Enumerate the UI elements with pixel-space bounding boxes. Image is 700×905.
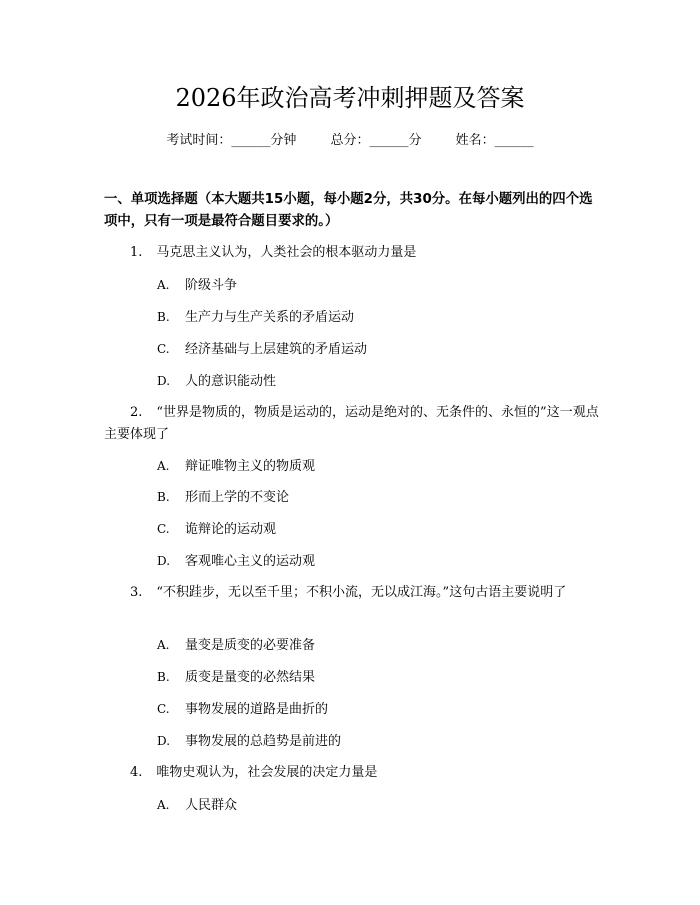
option-letter: B. [157, 490, 170, 504]
question-number: 1. [130, 245, 143, 260]
option-letter: D. [157, 374, 171, 388]
option-letter: A. [157, 278, 170, 292]
option-text: 质变是量变的必然结果 [185, 670, 316, 685]
question-3-option-c [157, 698, 328, 721]
option-text: 人的意识能动性 [185, 374, 277, 389]
option-letter: D. [157, 734, 171, 748]
option-letter: A. [157, 638, 170, 652]
option-text: 人民群众 [185, 798, 238, 813]
option-text: 事物发展的道路是曲折的 [185, 702, 329, 717]
question-number: 4. [130, 765, 143, 780]
option-text: 经济基础与上层建筑的矛盾运动 [185, 342, 368, 357]
option-text: 事物发展的总趋势是前进的 [185, 734, 342, 749]
option-text: 客观唯心主义的运动观 [185, 554, 316, 569]
question-4 [104, 762, 600, 784]
question-2-option-b [157, 486, 289, 509]
question-2-option-d [157, 550, 315, 573]
question-2 [104, 402, 600, 446]
option-text: 量变是质变的必要准备 [185, 638, 316, 653]
exam-score-field: 总分：______分 [330, 133, 422, 148]
question-3-option-d [157, 730, 341, 753]
question-2-option-a [157, 455, 315, 478]
option-letter: C. [157, 702, 170, 716]
question-4-option-a [157, 794, 237, 817]
question-1-option-c [157, 338, 367, 361]
option-letter: D. [157, 554, 171, 568]
question-stem: “世界是物质的，物质是运动的，运动是绝对的、无条件的、永恒的”这一观点主要体现了 [104, 405, 599, 442]
option-letter: C. [157, 342, 170, 356]
option-letter: B. [157, 310, 170, 324]
question-3-option-a [157, 634, 315, 657]
question-2-option-c [157, 518, 276, 541]
question-number: 2. [130, 405, 143, 420]
question-1 [104, 242, 600, 264]
question-stem: “不积跬步，无以至千里；不积小流，无以成江海。”这句古语主要说明了 [156, 585, 567, 600]
option-text: 诡辩论的运动观 [185, 522, 277, 537]
option-text: 阶级斗争 [185, 278, 238, 293]
question-1-option-d [157, 370, 276, 393]
exam-meta [0, 131, 700, 151]
question-stem: 唯物史观认为，社会发展的决定力量是 [156, 765, 378, 780]
question-1-option-b [157, 306, 354, 329]
option-text: 辩证唯物主义的物质观 [185, 459, 316, 474]
question-3 [104, 582, 600, 604]
exam-time-field: 考试时间：______分钟 [166, 133, 297, 148]
option-text: 生产力与生产关系的矛盾运动 [185, 310, 355, 325]
question-3-option-b [157, 666, 315, 689]
option-text: 形而上学的不变论 [185, 490, 290, 505]
student-name-field: 姓名：______ [455, 133, 534, 148]
option-letter: A. [157, 798, 170, 812]
question-1-option-a [157, 274, 237, 297]
question-stem: 马克思主义认为，人类社会的根本驱动力量是 [156, 245, 417, 260]
question-number: 3. [130, 585, 143, 600]
exam-title: 2026年政治高考冲刺押题及答案 [175, 84, 525, 112]
option-letter: C. [157, 522, 170, 536]
section-heading: 一、单项选择题（本大题共15小题，每小题2分，共30分。在每小题列出的四个选项中，只有一项是最符合题目要求的。） [104, 192, 593, 229]
option-letter: A. [157, 459, 170, 473]
option-letter: B. [157, 670, 170, 684]
